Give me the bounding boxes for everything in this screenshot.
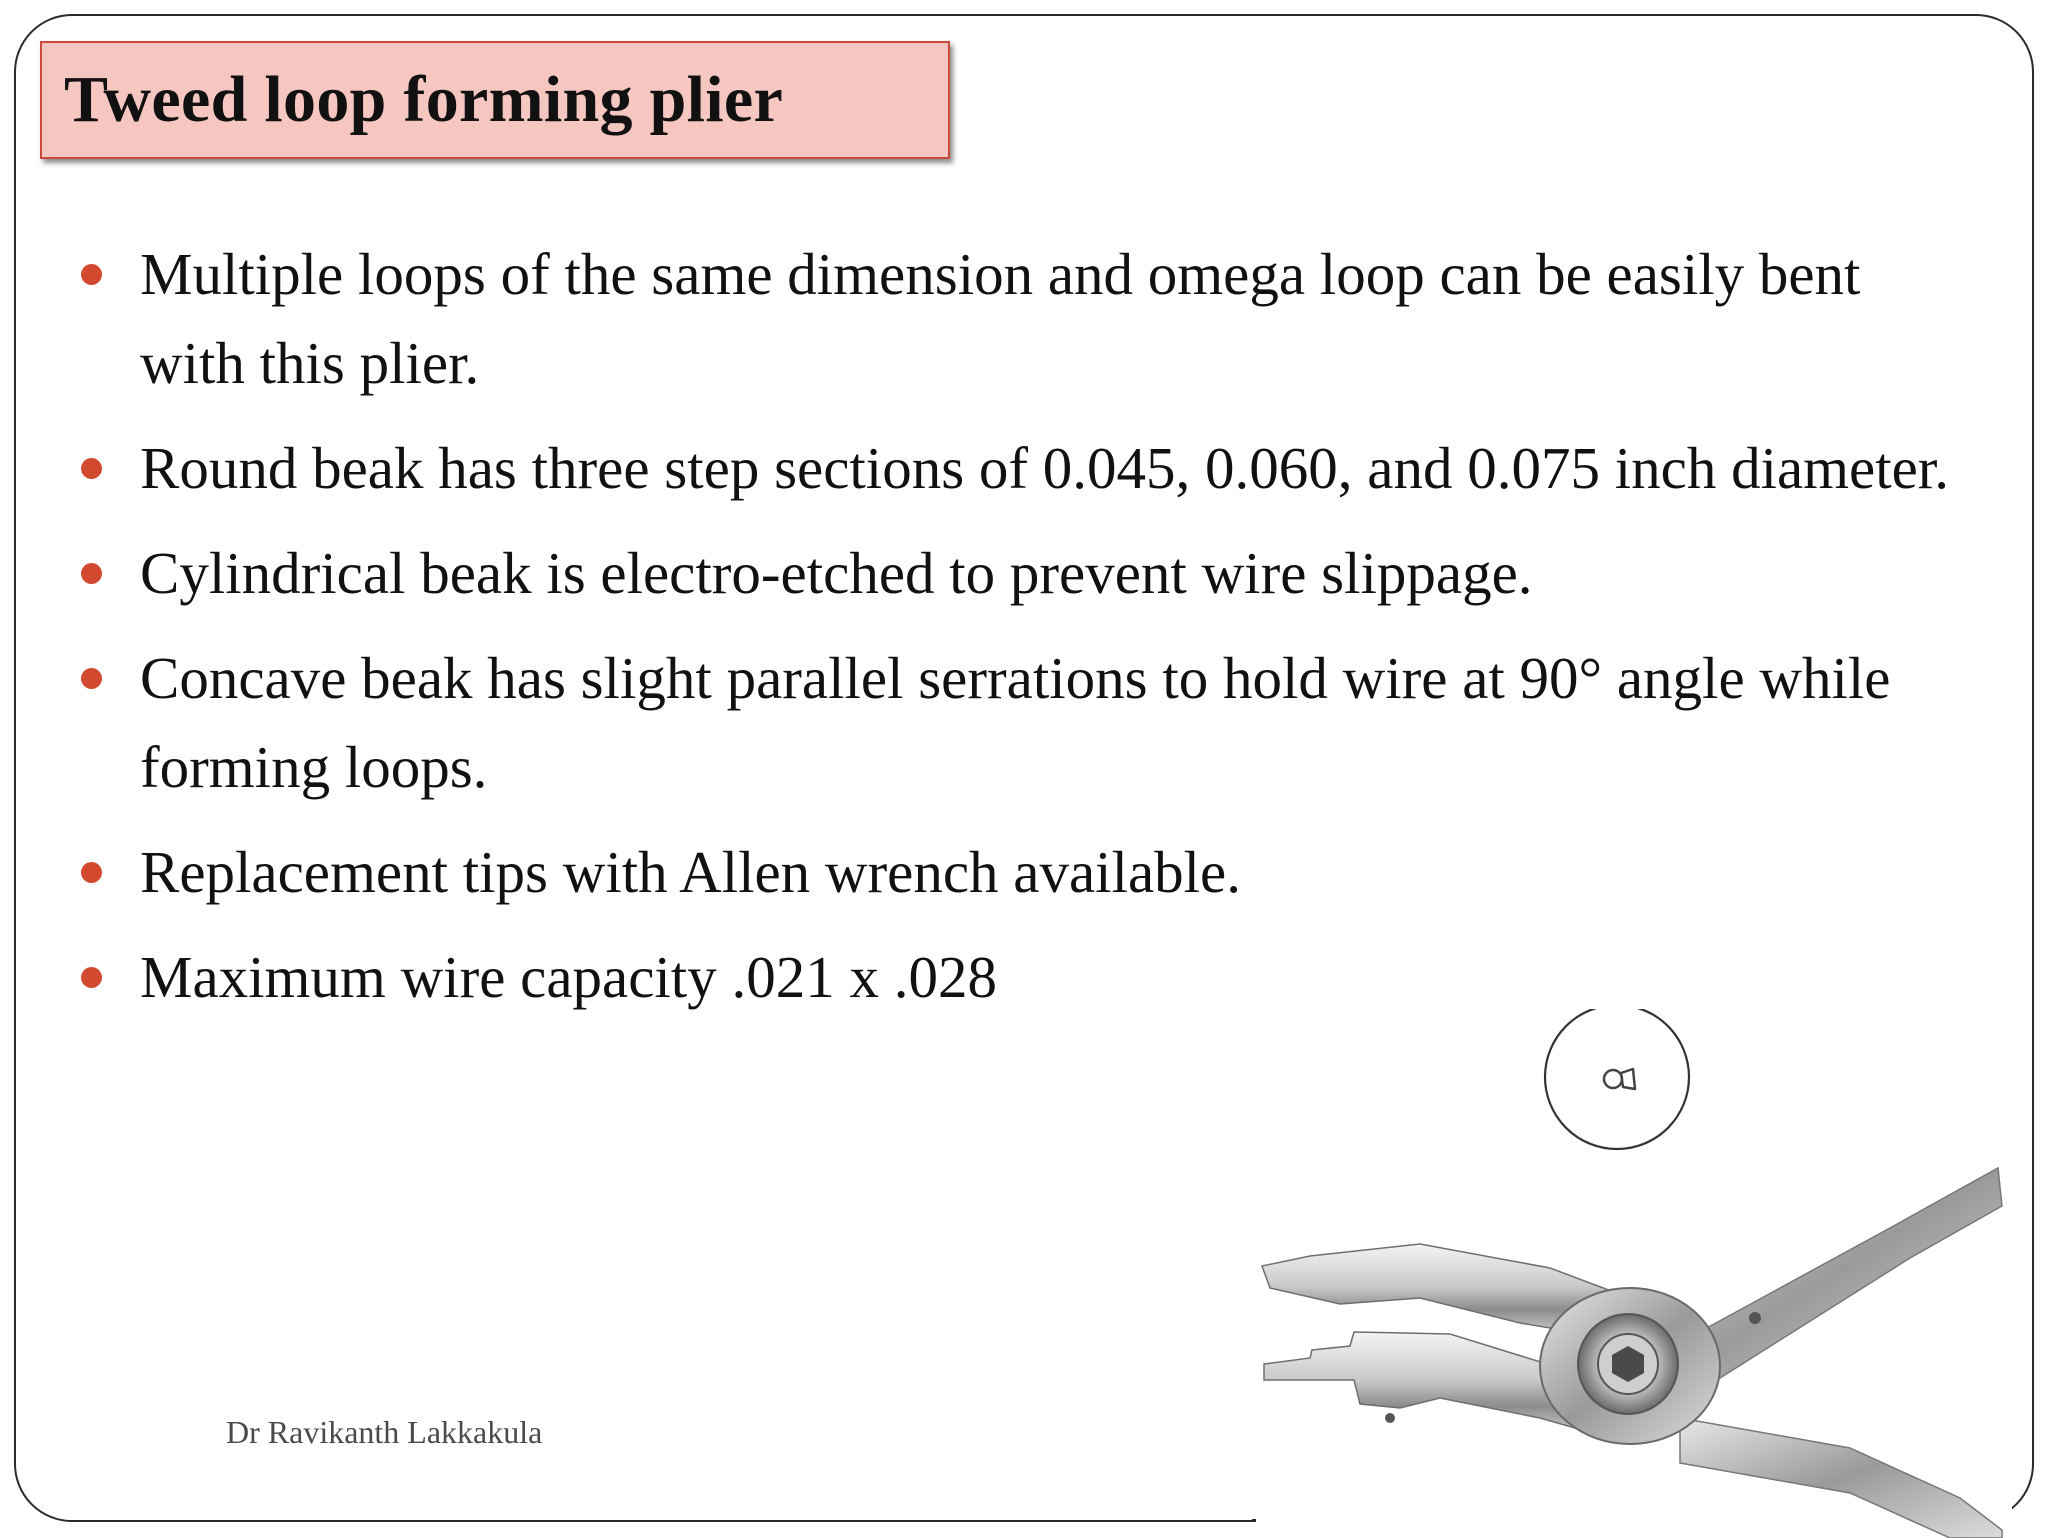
bullet-dot-icon [81,967,102,988]
bullet-text: Cylindrical beak is electro-etched to prevent wire slippage. [140,540,1533,606]
bullet-text: Concave beak has slight parallel serrations to hold wire at 90° angle while forming loops. [140,645,1891,800]
bullet-text: Maximum wire capacity .021 x .028 [140,944,997,1010]
bullet-text: Multiple loops of the same dimension and omega loop can be easily bent with this plier. [140,241,1861,396]
bullet-text: Round beak has three step sections of 0.045, 0.060, and 0.075 inch diameter. [140,435,1949,501]
bullet-dot-icon [81,458,102,479]
slide-title: Tweed loop forming plier [64,63,784,136]
bullet-list [78,230,1958,1038]
tweed-loop-plier-image [1250,1118,2010,1538]
bullet-item [78,424,1958,513]
title-box [40,41,950,159]
bullet-item [78,634,1958,812]
bullet-item [78,230,1958,408]
bullet-text: Replacement tips with Allen wrench available. [140,839,1241,905]
bullet-dot-icon [81,862,102,883]
author-credit: Dr Ravikanth Lakkakula [226,1414,543,1450]
bullet-item [78,529,1958,618]
bullet-dot-icon [81,563,102,584]
bullet-dot-icon [81,668,102,689]
bullet-item [78,828,1958,917]
bullet-dot-icon [81,264,102,285]
